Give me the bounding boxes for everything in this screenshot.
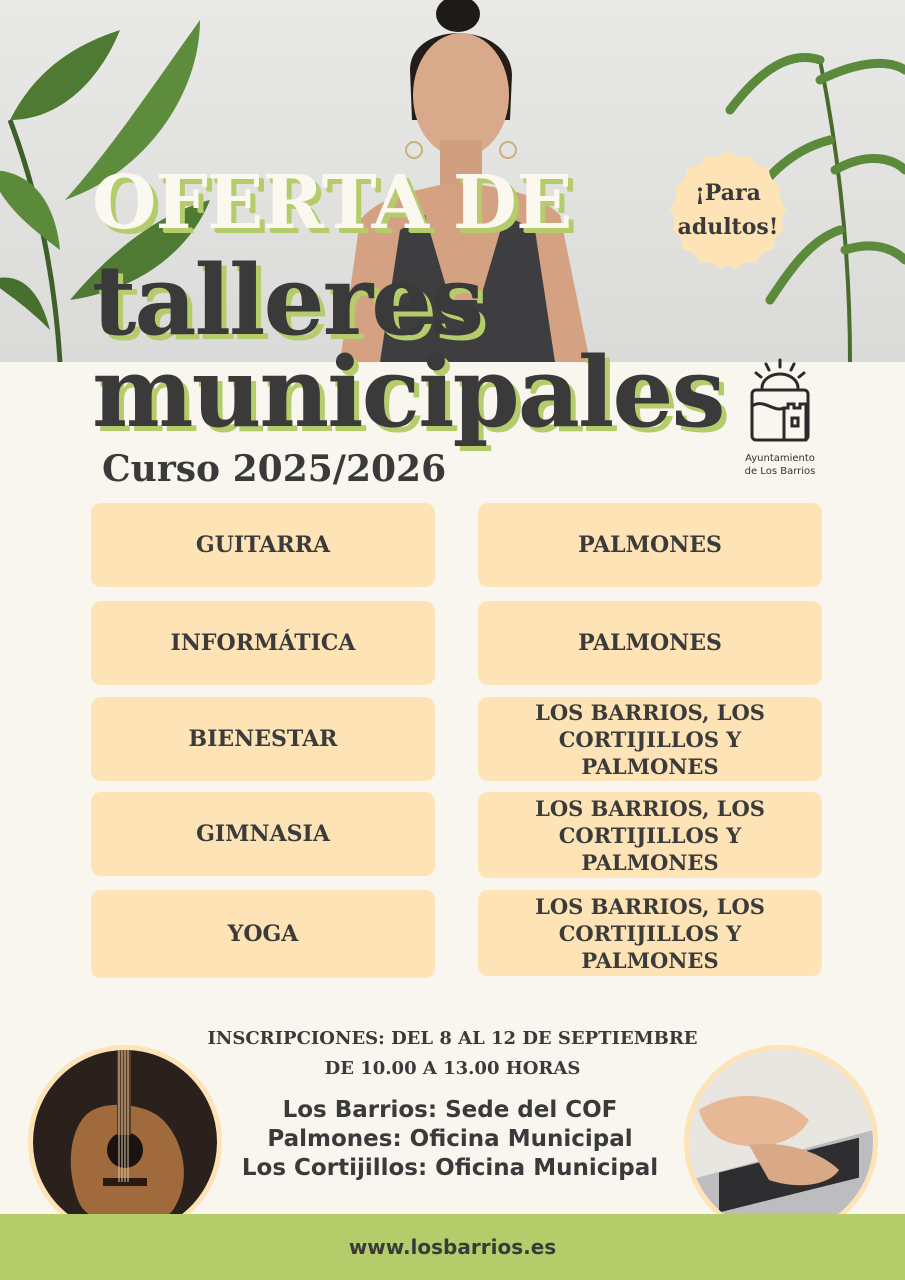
guitar-icon xyxy=(33,1050,217,1234)
adults-badge xyxy=(656,176,800,244)
office-item: Los Cortijillos: Oficina Municipal xyxy=(241,1155,659,1181)
logo-caption xyxy=(724,452,836,478)
title-line-2: talleres xyxy=(92,244,483,357)
badge-line-2: adultos! xyxy=(677,214,779,240)
workshop-name-box: YOGA xyxy=(91,890,435,978)
workshop-location-box: PALMONES xyxy=(478,503,822,587)
workshop-location-box: PALMONES xyxy=(478,601,822,685)
workshop-name-box: GIMNASIA xyxy=(91,792,435,876)
keyboard-photo xyxy=(684,1045,878,1239)
logo-caption-line-1: Ayuntamiento xyxy=(745,453,815,464)
registration-info xyxy=(180,1024,725,1084)
title-line-3: municipales xyxy=(92,336,724,449)
ayuntamiento-logo-icon xyxy=(744,358,816,448)
workshop-name-box: INFORMÁTICA xyxy=(91,601,435,685)
office-item: Los Barrios: Sede del COF xyxy=(282,1097,618,1123)
office-item: Palmones: Oficina Municipal xyxy=(267,1126,633,1152)
workshop-name-box: BIENESTAR xyxy=(91,697,435,781)
workshop-location-box: LOS BARRIOS, LOS CORTIJILLOS Y PALMONES xyxy=(478,792,822,878)
laptop-keyboard-icon xyxy=(689,1050,873,1234)
workshop-location-box: LOS BARRIOS, LOS CORTIJILLOS Y PALMONES xyxy=(478,697,822,781)
office-list xyxy=(210,1096,690,1183)
registration-hours: DE 10.00 A 13.00 HORAS xyxy=(324,1058,581,1079)
badge-line-1: ¡Para xyxy=(695,180,761,206)
website-link[interactable]: www.losbarrios.es xyxy=(348,1235,557,1259)
course-year: Curso 2025/2026 xyxy=(102,448,447,490)
guitar-photo xyxy=(28,1045,222,1239)
footer-bar xyxy=(0,1214,905,1280)
workshop-location-box: LOS BARRIOS, LOS CORTIJILLOS Y PALMONES xyxy=(478,890,822,976)
workshop-name-box: GUITARRA xyxy=(91,503,435,587)
logo-caption-line-2: de Los Barrios xyxy=(744,466,816,477)
title-line-1: OFERTA DE xyxy=(92,160,572,246)
registration-dates: INSCRIPCIONES: DEL 8 AL 12 DE SEPTIEMBRE xyxy=(207,1028,698,1049)
